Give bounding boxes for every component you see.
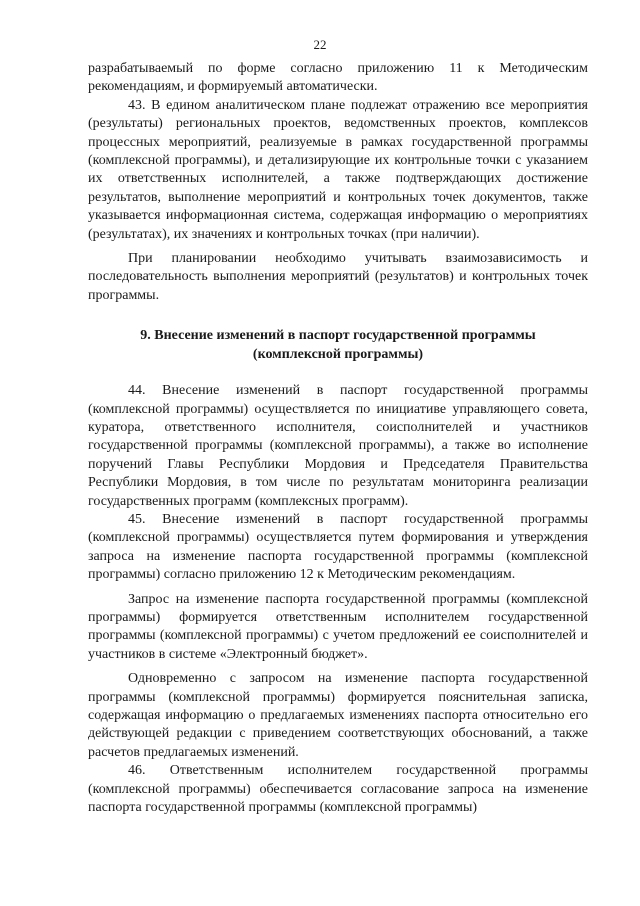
section-heading (88, 327, 588, 364)
paragraph-explanatory-note: Одновременно с запросом на изменение паспорта государственной программы (комплексной программы) формируется пояснительная записка, содержащая информацию о предлагаемых изменениях паспорта относительно его действующей редакции с приведением соответствующих обоснований, а также расчетов предлагаемых изменений. (88, 671, 588, 760)
paragraph-45: 45. Внесение изменений в паспорт государственной программы (комплексной программы) осуществляется путем формирования и утверждения запроса на изменение паспорта государственной программы (комплексной программы) согласно приложению 12 к Методическим рекомендациям. (88, 511, 588, 583)
paragraph-44: 44. Внесение изменений в паспорт государственной программы (комплексной программы) осуществляется по инициативе управляющего совета, куратора, ответственного исполнителя, соисполнителей и участников государственной программы (комплексной программы), а также во исполнение поручений Главы Республики Мордовия и Председателя Правительства Республики Мордовия, в том числе по результатам мониторинга реализации государственных программ (комплексных программ). (88, 383, 588, 509)
section-heading-line-2: (комплексной программы) (252, 346, 424, 362)
paragraph-43: 43. В едином аналитическом плане подлежат отражению все мероприятия (результаты) региональных проектов, ведомственных проектов, комплексов процессных мероприятий, реализуемые в рамках государственной программы (комплексной программы), и детализирующие их контрольные точки с указанием их ответственных исполнителей, а также подтверждающих достижение результатов, выполнение мероприятий и контрольных точек документов, также указывается информационная система, содержащая информацию о мероприятиях (результатах), их значениях и контрольных точках (при наличии). (88, 97, 588, 242)
document-body (88, 60, 588, 817)
paragraph-46: 46. Ответственным исполнителем государственной программы (комплексной программы) обеспечивается согласование запроса на изменение паспорта государственной программы (комплексной программы) (88, 763, 588, 816)
paragraph-continuation: разрабатываемый по форме согласно приложению 11 к Методическим рекомендациям, и формируемый автоматически. (88, 61, 588, 95)
section-heading-line-1: 9. Внесение изменений в паспорт государственной программы (140, 328, 536, 344)
page-number: 22 (313, 37, 327, 52)
paragraph-request: Запрос на изменение паспорта государственной программы (комплексной программы) формируется ответственным исполнителем государственной программы (комплексной программы) с учетом предложений ее соисполнителей и участников в системе «Электронный бюджет». (88, 591, 588, 662)
paragraph-planning: При планировании необходимо учитывать взаимозависимость и последовательность выполнения мероприятий (результатов) и контрольных точек программы. (88, 251, 588, 303)
